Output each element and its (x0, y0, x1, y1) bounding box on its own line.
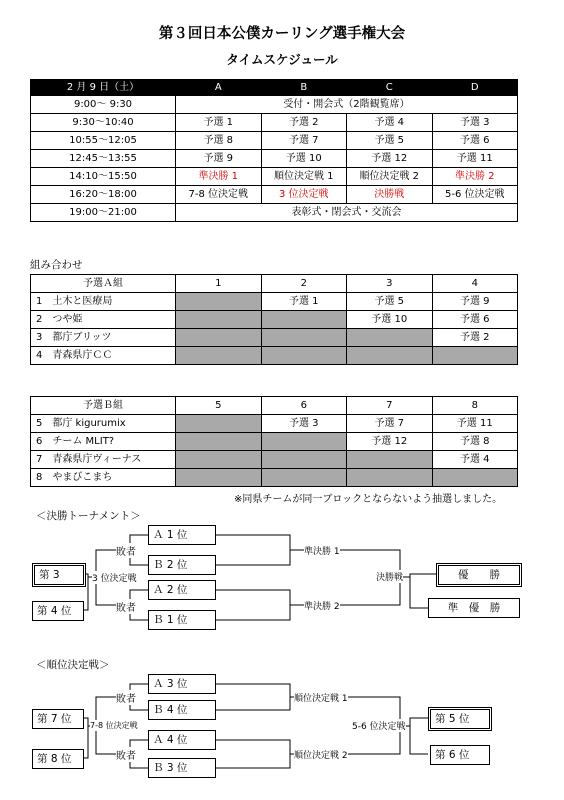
team-name: 4 青森県庁ＣＣ (31, 347, 176, 365)
match-cell: 予選 9 (432, 293, 518, 311)
match-cell: 予選 10 (347, 311, 433, 329)
placement-seed-b4: Ｂ 4 位 (148, 700, 216, 720)
group-b-col: 5 (176, 397, 262, 415)
schedule-time: 10:55～12:05 (31, 132, 176, 150)
schedule-cell: 予選 5 (347, 132, 433, 150)
bracket-line (410, 577, 428, 608)
schedule-cell: 予選 7 (261, 132, 347, 150)
schedule-header-a: A (176, 80, 262, 96)
match-cell: 予選 2 (432, 329, 518, 347)
team-name: 8 やまびこまち (31, 469, 176, 487)
placement-match-1-label: 順位決定戦 1 (294, 691, 348, 704)
team-name: 2 つや姫 (31, 311, 176, 329)
team-name: 7 青森県庁ヴィーナス (31, 451, 176, 469)
team-name: 5 都庁 kigurumix (31, 415, 176, 433)
schedule-header-date: 2 月 9 日（土） (31, 80, 176, 96)
schedule-time: 9:30～10:40 (31, 114, 176, 132)
group-b-header: 予選Ｂ組 (31, 397, 176, 415)
schedule-cell-semifinal: 準決勝 1 (176, 168, 262, 186)
seventh-place-box: 第 7 位 (32, 709, 84, 729)
placement-match-2-label: 順位決定戦 2 (294, 748, 348, 761)
match-cell: 予選 5 (347, 293, 433, 311)
schedule-time: 12:45～13:55 (31, 150, 176, 168)
schedule-cell: 予選 8 (176, 132, 262, 150)
loser-label: 敗者 (116, 543, 136, 558)
match-5-6-label: 5-6 位決定戦 (352, 719, 406, 732)
placement-seed-b3: Ｂ 3 位 (148, 758, 216, 778)
match-cell: 予選 6 (432, 311, 518, 329)
sixth-place-box: 第 6 位 (430, 745, 490, 765)
schedule-time: 19:00～21:00 (31, 204, 176, 222)
placement-seed-a3: Ａ 3 位 (148, 674, 216, 694)
fifth-place-box: 第 5 位 (428, 707, 492, 731)
page-title: 第３回日本公僕カーリング選手権大会 (158, 26, 406, 42)
schedule-span-cell: 表彰式・閉会式・交流会 (176, 204, 518, 222)
schedule-cell: 7-8 位決定戦 (176, 186, 262, 204)
schedule-cell: 予選 10 (261, 150, 347, 168)
third-place-match-label: 3 位決定戦 (92, 571, 137, 584)
bracket-line (410, 718, 428, 726)
winner-box: 優 勝 (436, 563, 522, 587)
page-subtitle: タイムスケジュール (226, 52, 338, 67)
semifinal-1-label: 準決勝 1 (304, 544, 340, 557)
bracket-line (214, 740, 290, 768)
bracket-line (214, 684, 290, 710)
bracket-line (214, 535, 290, 565)
schedule-cell: 順位決定戦 2 (347, 168, 433, 186)
group-b-col: 7 (347, 397, 433, 415)
final-seed-b1: Ｂ 1 位 (148, 610, 216, 630)
final-label: 決勝戦 (376, 570, 403, 583)
schedule-time: 14:10～15:50 (31, 168, 176, 186)
group-a-col: 3 (347, 275, 433, 293)
schedule-cell-final: 決勝戦 (347, 186, 433, 204)
match-cell: 予選 3 (261, 415, 347, 433)
schedule-header-b: B (261, 80, 347, 96)
schedule-time: 16:20～18:00 (31, 186, 176, 204)
final-seed-b2: Ｂ 2 位 (148, 555, 216, 575)
schedule-time: 9:00～ 9:30 (31, 96, 176, 114)
schedule-cell: 予選 12 (347, 150, 433, 168)
team-name: 6 チーム MLIT? (31, 433, 176, 451)
eighth-place-box: 第 8 位 (32, 749, 84, 769)
schedule-cell: 5-6 位決定戦 (432, 186, 518, 204)
runner-up-box: 準 優 勝 (428, 598, 520, 618)
loser-label: 敗者 (116, 690, 136, 705)
third-place-box: 第 3 (32, 563, 86, 587)
bracket-line (410, 574, 436, 577)
schedule-header-c: C (347, 80, 433, 96)
final-seed-a2: Ａ 2 位 (148, 580, 216, 600)
final-seed-a1: Ａ 1 位 (148, 525, 216, 545)
match-cell: 予選 7 (347, 415, 433, 433)
group-b-col: 8 (432, 397, 518, 415)
group-a-col: 2 (261, 275, 347, 293)
bracket-line (410, 726, 428, 754)
schedule-cell: 予選 1 (176, 114, 262, 132)
group-b-col: 6 (261, 397, 347, 415)
schedule-cell-semifinal: 準決勝 2 (432, 168, 518, 186)
schedule-cell: 予選 6 (432, 132, 518, 150)
fourth-place-box: 第 4 位 (32, 601, 84, 621)
group-a-col: 1 (176, 275, 262, 293)
schedule-cell: 予選 11 (432, 150, 518, 168)
pairing-label: 組み合わせ (30, 259, 83, 271)
schedule-cell-third-place: 3 位決定戦 (261, 186, 347, 204)
team-name: 3 都庁ブリッツ (31, 329, 176, 347)
schedule-cell: 予選 2 (261, 114, 347, 132)
schedule-cell: 予選 4 (347, 114, 433, 132)
schedule-span-cell: 受付・開会式（2階観覧席） (176, 96, 518, 114)
match-cell: 予選 4 (432, 451, 518, 469)
final-bracket-title: ＜決勝トーナメント＞ (36, 510, 141, 522)
match-cell: 予選 8 (432, 433, 518, 451)
schedule-cell: 予選 3 (432, 114, 518, 132)
placement-bracket-title: ＜順位決定戦＞ (36, 659, 110, 671)
loser-label: 敗者 (116, 747, 136, 762)
placement-seed-a4: Ａ 4 位 (148, 730, 216, 750)
match-7-8-label: 7-8 位決定戦 (90, 721, 138, 730)
match-cell: 予選 11 (432, 415, 518, 433)
match-cell: 予選 12 (347, 433, 433, 451)
match-cell: 予選 1 (261, 293, 347, 311)
schedule-header-d: D (432, 80, 518, 96)
semifinal-2-label: 準決勝 2 (304, 599, 340, 612)
bracket-line (214, 590, 290, 620)
team-name: 1 土木と医療局 (31, 293, 176, 311)
schedule-cell: 順位決定戦 1 (261, 168, 347, 186)
group-a-header: 予選Ａ組 (31, 275, 176, 293)
lottery-note: ※同県チームが同一ブロックとならないよう抽選しました。 (234, 494, 503, 505)
schedule-cell: 予選 9 (176, 150, 262, 168)
group-a-col: 4 (432, 275, 518, 293)
loser-label: 敗者 (116, 599, 136, 614)
